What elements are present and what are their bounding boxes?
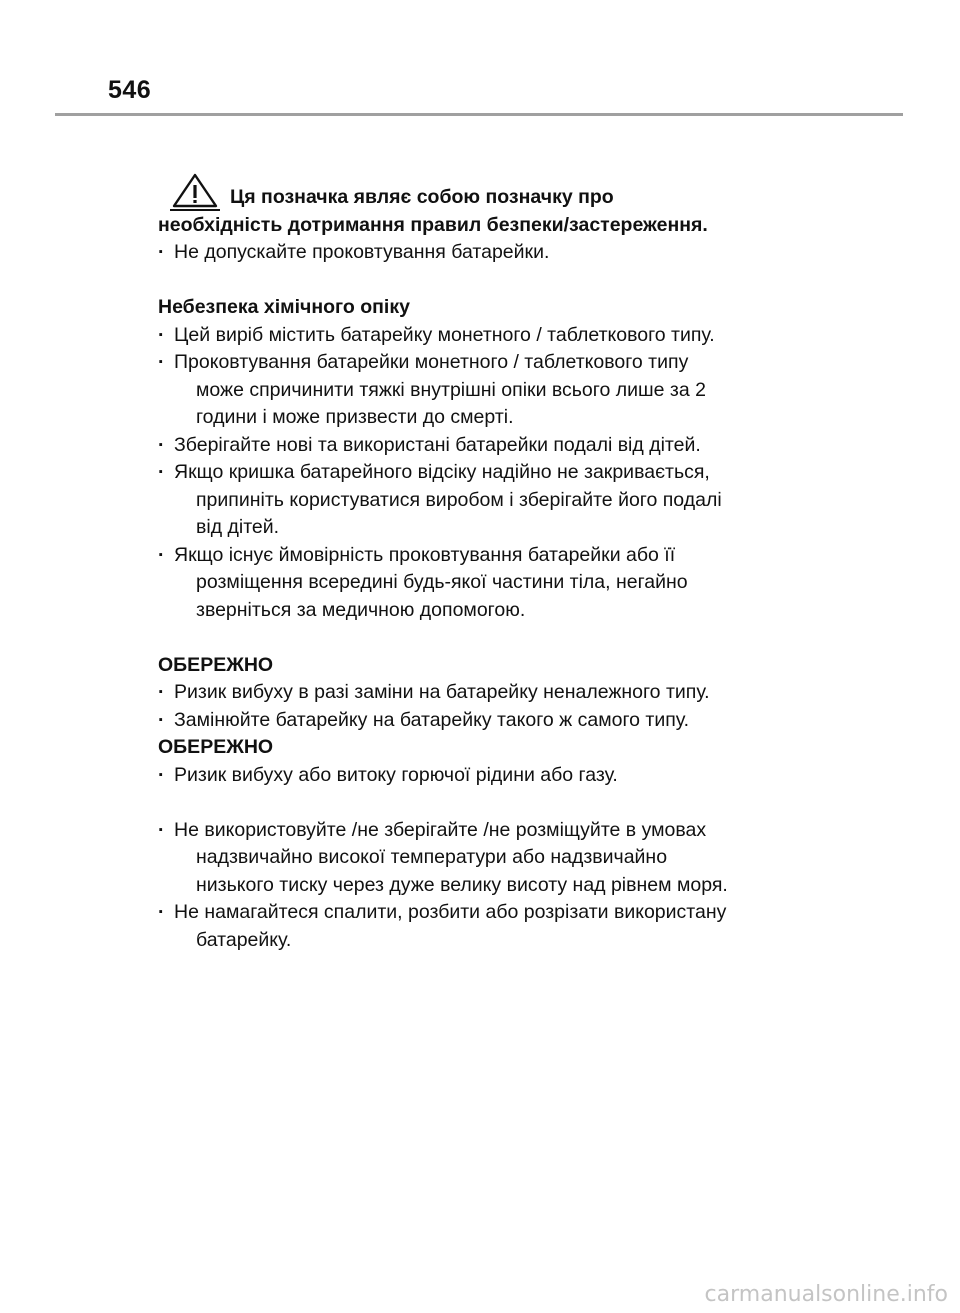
list-item: · Замінюйте батарейку на батарейку такого ж самого типу. xyxy=(158,707,798,735)
chemical-burn-title: Небезпека хімічного опіку xyxy=(158,296,410,318)
list-item-line: низького тиску через дуже велику висоту над рівнем моря. xyxy=(196,873,728,896)
caution-title: ОБЕРЕЖНО xyxy=(158,736,274,758)
battery-safety-content xyxy=(158,184,798,954)
list-item-line: від дітей. xyxy=(196,516,280,538)
list-item-line: · Не використовуйте /не зберігайте /не розміщуйте в умовах xyxy=(174,818,707,841)
list-item xyxy=(158,542,798,625)
list-item: · Ризик вибуху в разі заміни на батарейку неналежного типу. xyxy=(158,679,798,707)
list-item xyxy=(158,899,798,954)
list-item-line: може спричинити тяжкі внутрішні опіки всього лише за 2 xyxy=(196,378,706,401)
list-item: · Не допускайте проковтування батарейки. xyxy=(158,239,798,267)
list-item-line: надзвичайно високої температури або надзвичайно xyxy=(196,846,668,868)
watermark: carmanualsonline.info xyxy=(704,1282,948,1307)
list-item-line: · Зберігайте нові та використані батарейки подалі від дітей. xyxy=(174,433,701,456)
list-item xyxy=(158,432,798,460)
warning-line-2: необхідність дотримання правил безпеки/застереження. xyxy=(158,213,708,236)
list-item-line: · Цей виріб містить батарейку монетного / таблеткового типу. xyxy=(174,323,715,346)
list-item xyxy=(158,459,798,542)
warning-line-1: Ця позначка являє собою позначку про xyxy=(230,186,614,208)
page-number: 546 xyxy=(108,76,152,104)
list-item-line: зверніться за медичною допомогою. xyxy=(196,598,526,621)
list-item-line: батарейку. xyxy=(196,928,292,951)
list-item xyxy=(158,817,798,900)
list-item: · Ризик вибуху або витоку горючої рідини або газу. xyxy=(158,762,798,790)
list-item-line: години і може призвести до смерті. xyxy=(196,406,514,428)
caution-title: ОБЕРЕЖНО xyxy=(158,653,274,676)
warning-triangle-icon xyxy=(170,172,220,212)
list-item xyxy=(158,349,798,432)
header-rule xyxy=(55,113,903,116)
list-item-line: · Не намагайтеся спалити, розбити або розрізати використану xyxy=(174,901,727,923)
list-item-line: розміщення всередині будь-якої частини тіла, негайно xyxy=(196,571,688,593)
list-item-line: · Проковтування батарейки монетного / таблеткового типу xyxy=(174,351,689,373)
list-item-line: · Якщо існує ймовірність проковтування батарейки або її xyxy=(174,543,676,566)
warning-row xyxy=(158,184,798,212)
list-item-line: · Якщо кришка батарейного відсіку надійно не закривається, xyxy=(174,461,710,483)
list-item-line: припиніть користуватися виробом і зберігайте його подалі xyxy=(196,488,722,511)
list-item xyxy=(158,322,798,350)
